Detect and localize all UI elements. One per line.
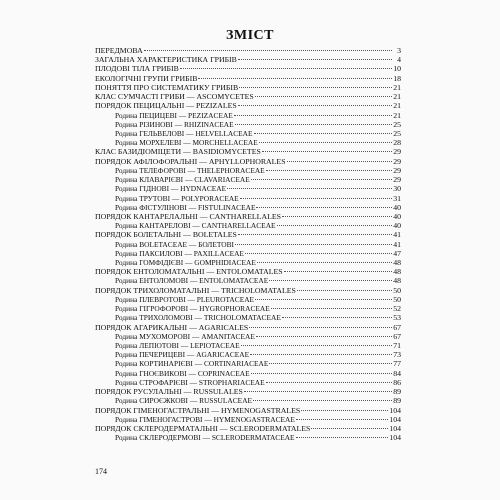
page-number: 174 xyxy=(95,467,107,476)
toc-entry xyxy=(95,406,401,415)
toc-entry-label: Родина КАНТАРЕЛОВІ — CANTHARELLACEAE xyxy=(115,221,276,231)
toc-entry-page: 86 xyxy=(393,377,401,387)
toc-leader-dots xyxy=(311,428,388,429)
toc-entry xyxy=(95,267,401,276)
toc-entry xyxy=(95,203,401,212)
toc-leader-dots xyxy=(271,308,392,309)
toc-entry-label: Родина ПАКСИЛОВІ — PAXILLACEAE xyxy=(115,248,244,258)
toc-entry-label: ПОРЯДОК ТРИХОЛОМАТАЛЬНІ — TRICHOLOMATALES xyxy=(95,285,296,295)
toc-leader-dots xyxy=(296,419,388,420)
toc-leader-dots xyxy=(277,225,392,226)
toc-entry-label: ПОРЯДОК АГАРИКАЛЬНІ — AGARICALES xyxy=(95,322,249,332)
toc-entry-page: 21 xyxy=(393,82,401,92)
toc-entry-page: 21 xyxy=(393,101,401,111)
toc-entry-page: 30 xyxy=(393,184,401,194)
toc-entry-page: 67 xyxy=(393,331,401,341)
toc-entry-label: ПЛОДОВІ ТІЛА ГРИБІВ xyxy=(95,64,179,74)
toc-leader-dots xyxy=(257,262,392,263)
toc-leader-dots xyxy=(255,299,392,300)
toc-leader-dots xyxy=(239,87,392,88)
toc-entry xyxy=(95,323,401,332)
toc-entry xyxy=(95,175,401,184)
toc-entry xyxy=(95,157,401,166)
toc-leader-dots xyxy=(238,59,392,60)
toc-entry-label: Родина ГІДНОВІ — HYDNACEAE xyxy=(115,184,227,194)
toc-leader-dots xyxy=(254,133,392,134)
toc-entry-page: 10 xyxy=(393,64,401,74)
toc-leader-dots xyxy=(262,151,392,152)
toc-entry-page: 48 xyxy=(393,258,401,268)
toc-entry xyxy=(95,415,401,424)
toc-entry xyxy=(95,313,401,322)
toc-entry xyxy=(95,332,401,341)
toc-leader-dots xyxy=(256,207,392,208)
toc-leader-dots xyxy=(301,410,388,411)
table-of-contents xyxy=(95,46,401,442)
toc-entry-page: 41 xyxy=(393,239,401,249)
toc-entry-label: Родина ГЕЛЬВЕЛОВІ — HELVELLACEAE xyxy=(115,128,253,138)
toc-entry-page: 28 xyxy=(393,138,401,148)
toc-entry-page: 104 xyxy=(389,433,401,443)
toc-entry xyxy=(95,295,401,304)
toc-entry xyxy=(95,138,401,147)
toc-entry-page: 50 xyxy=(393,294,401,304)
toc-leader-dots xyxy=(245,253,392,254)
toc-leader-dots xyxy=(251,179,392,180)
toc-entry-label: Родина ТРУТОВІ — POLYPORACEAE xyxy=(115,193,239,203)
toc-leader-dots xyxy=(238,234,392,235)
toc-entry-label: Родина ЛЕПІОТОВІ — LEPIOTACEAE xyxy=(115,341,240,350)
toc-entry-page: 48 xyxy=(393,276,401,286)
toc-entry xyxy=(95,249,401,258)
toc-leader-dots xyxy=(287,161,392,162)
toc-entry-label: Родина СТРОФАРІЄВІ — STROPHARIACEAE xyxy=(115,377,265,387)
toc-entry-label: ЗАГАЛЬНА ХАРАКТЕРИСТИКА ГРИБІВ xyxy=(95,55,237,65)
toc-entry xyxy=(95,240,401,249)
toc-entry xyxy=(95,83,401,92)
toc-leader-dots xyxy=(296,437,389,438)
toc-entry-label: ЕКОЛОГІЧНІ ГРУПИ ГРИБІВ xyxy=(95,73,198,83)
toc-entry xyxy=(95,433,401,442)
toc-entry-label: Родина ГІГРОФОРОВІ — HYGROPHORACEAE xyxy=(115,304,270,314)
toc-entry xyxy=(95,221,401,230)
toc-leader-dots xyxy=(256,336,392,337)
toc-entry-label: Родина РІЗИНОВІ — RHIZINACEAE xyxy=(115,119,234,129)
toc-leader-dots xyxy=(240,198,392,199)
toc-entry-page: 48 xyxy=(393,267,401,277)
toc-leader-dots xyxy=(241,345,392,346)
toc-leader-dots xyxy=(198,78,392,79)
toc-entry xyxy=(95,129,401,138)
toc-entry-page: 31 xyxy=(393,193,401,203)
toc-entry-label: ПОРЯДОК ЕНТОЛОМАТАЛЬНІ — ENTOLOMATALES xyxy=(95,267,283,277)
toc-entry-page: 25 xyxy=(393,128,401,138)
toc-entry-page: 21 xyxy=(393,110,401,120)
toc-leader-dots xyxy=(266,170,392,171)
toc-leader-dots xyxy=(235,124,392,125)
toc-entry-label: Родина ГНОЄВИКОВІ — COPRINACEAE xyxy=(115,368,250,378)
toc-leader-dots xyxy=(284,271,392,272)
toc-entry xyxy=(95,304,401,313)
toc-entry-label: Родина ЕНТОЛОМОВІ — ENTOLOMATACEAE xyxy=(115,276,269,286)
toc-entry-label: Родина СКЛЕРОДЕРМОВІ — SCLERODERMATACEAE xyxy=(115,433,295,443)
toc-leader-dots xyxy=(238,105,392,106)
toc-entry-label: Родина ТЕЛЕФОРОВІ — THELEPHORACEAE xyxy=(115,165,265,175)
toc-entry-label: ПОРЯДОК СКЛЕРОДЕРМАТАЛЬНІ — SCLERODERMATALES xyxy=(95,423,311,433)
toc-entry-label: ПЕРЕДМОВА xyxy=(95,46,143,55)
toc-entry xyxy=(95,369,401,378)
toc-entry-page: 40 xyxy=(393,221,401,231)
toc-leader-dots xyxy=(249,327,392,328)
toc-entry xyxy=(95,230,401,239)
toc-entry-label: ПОРЯДОК РУСУЛАЛЬНІ — RUSSULALES xyxy=(95,387,243,397)
toc-entry xyxy=(95,378,401,387)
toc-entry-label: Родина СИРОЄЖКОВІ — RUSSULACEAE xyxy=(115,396,253,406)
toc-entry-page: 104 xyxy=(389,423,401,433)
toc-entry-page: 18 xyxy=(393,73,401,83)
toc-entry xyxy=(95,166,401,175)
toc-entry-page: 73 xyxy=(393,350,401,360)
toc-entry-label: Родина МОРХЕЛЕВІ — MORCHELLACEAE xyxy=(115,138,258,148)
toc-entry-label: КЛАС СУМЧАСТІ ГРИБИ — ASCOMYCETES xyxy=(95,92,254,102)
toc-entry-label: Родина КЛАВАРІЄВІ — CLAVARIACEAE xyxy=(115,175,250,185)
toc-entry-page: 40 xyxy=(393,202,401,212)
toc-entry xyxy=(95,387,401,396)
toc-entry-label: Родина МУХОМОРОВІ — AMANITACEAE xyxy=(115,331,255,341)
toc-entry xyxy=(95,111,401,120)
toc-entry-page: 4 xyxy=(397,55,401,65)
toc-entry xyxy=(95,55,401,64)
toc-entry-page: 25 xyxy=(393,119,401,129)
toc-entry-page: 71 xyxy=(393,341,401,350)
toc-leader-dots xyxy=(266,382,392,383)
toc-entry-label: Родина ГОМФІДІЄВІ — GOMPHIDIACEAE xyxy=(115,258,256,268)
toc-entry-label: ПОРЯДОК ПЕЦИЦАЛЬНІ — PEZIZALES xyxy=(95,101,237,111)
toc-entry xyxy=(95,341,401,350)
toc-leader-dots xyxy=(269,280,392,281)
toc-leader-dots xyxy=(282,317,392,318)
toc-entry-page: 29 xyxy=(393,175,401,185)
toc-entry-page: 67 xyxy=(393,322,401,332)
toc-entry-page: 21 xyxy=(393,92,401,102)
toc-leader-dots xyxy=(235,244,392,245)
toc-entry-page: 29 xyxy=(393,156,401,166)
toc-entry xyxy=(95,350,401,359)
toc-leader-dots xyxy=(251,373,392,374)
toc-leader-dots xyxy=(297,290,392,291)
toc-entry-page: 53 xyxy=(393,313,401,323)
toc-entry-label: Родина ГІМЕНОГАСТРОВІ — HYMENOGASTRACEAE xyxy=(115,414,295,424)
page-title: ЗМІСТ xyxy=(226,28,274,43)
toc-leader-dots xyxy=(180,68,392,69)
toc-entry xyxy=(95,101,401,110)
toc-entry-page: 77 xyxy=(393,359,401,369)
toc-entry-label: ПОРЯДОК БОЛЕТАЛЬНІ — BOLETALES xyxy=(95,230,237,240)
toc-entry-label: Родина ПЕЧЕРИЦЕВІ — AGARICACEAE xyxy=(115,350,250,360)
toc-entry-label: Родина ФІСТУЛІНОВІ — FISTULINACEAE xyxy=(115,202,256,212)
toc-entry-page: 84 xyxy=(393,368,401,378)
toc-leader-dots xyxy=(255,96,392,97)
toc-entry xyxy=(95,396,401,405)
toc-entry-page: 29 xyxy=(393,147,401,157)
toc-leader-dots xyxy=(250,354,392,355)
toc-entry-label: Родина ПЛЕВРОТОВІ — PLEUROTACEAE xyxy=(115,294,255,304)
toc-entry xyxy=(95,258,401,267)
toc-leader-dots xyxy=(244,391,392,392)
toc-leader-dots xyxy=(234,115,392,116)
toc-entry-page: 47 xyxy=(393,248,401,258)
toc-entry xyxy=(95,184,401,193)
toc-entry xyxy=(95,286,401,295)
toc-entry-label: Родина КОРТИНАРІЄВІ — CORTINARIACEAE xyxy=(115,359,269,369)
toc-entry xyxy=(95,212,401,221)
toc-entry-page: 89 xyxy=(393,387,401,397)
toc-entry xyxy=(95,120,401,129)
toc-entry xyxy=(95,92,401,101)
toc-entry-page: 3 xyxy=(397,46,401,55)
toc-leader-dots xyxy=(227,188,392,189)
toc-entry-label: ПОРЯДОК КАНТАРЕЛАЛЬНІ — CANTHARELLALES xyxy=(95,211,281,221)
toc-entry-page: 41 xyxy=(393,230,401,240)
toc-entry xyxy=(95,46,401,55)
toc-entry-page: 40 xyxy=(393,211,401,221)
toc-leader-dots xyxy=(282,216,392,217)
toc-entry-label: Родина BOLETACEAE — БОЛЕТОВІ xyxy=(115,239,234,249)
toc-leader-dots xyxy=(144,50,392,51)
toc-entry xyxy=(95,424,401,433)
toc-entry-label: ПОРЯДОК ГІМЕНОГАСТРАЛЬНІ — HYMENOGASTRALES xyxy=(95,405,301,415)
toc-entry xyxy=(95,64,401,73)
toc-entry-page: 104 xyxy=(389,414,401,424)
toc-entry-page: 89 xyxy=(393,396,401,406)
toc-leader-dots xyxy=(253,400,392,401)
toc-entry-label: Родина ПЕЦИЦЕВІ — PEZIZACEAE xyxy=(115,110,233,120)
toc-leader-dots xyxy=(259,142,392,143)
toc-leader-dots xyxy=(269,363,392,364)
toc-entry xyxy=(95,147,401,156)
toc-entry-label: ПОРЯДОК АФІЛОФОРАЛЬНІ — APHYLLOPHORALES xyxy=(95,156,286,166)
toc-entry xyxy=(95,74,401,83)
toc-entry-label: КЛАС БАЗИДІОМІЦЕТИ — BASIDIOMYCETES xyxy=(95,147,261,157)
toc-entry-page: 104 xyxy=(389,405,401,415)
toc-entry-page: 29 xyxy=(393,165,401,175)
toc-entry xyxy=(95,276,401,285)
toc-entry-label: Родина ТРИХОЛОМОВІ — TRICHOLOMATACEAE xyxy=(115,313,281,323)
toc-entry-page: 50 xyxy=(393,285,401,295)
toc-entry xyxy=(95,194,401,203)
toc-entry-label: ПОНЯТТЯ ПРО СИСТЕМАТИКУ ГРИБІВ xyxy=(95,82,239,92)
toc-entry xyxy=(95,359,401,368)
toc-entry-page: 52 xyxy=(393,304,401,314)
